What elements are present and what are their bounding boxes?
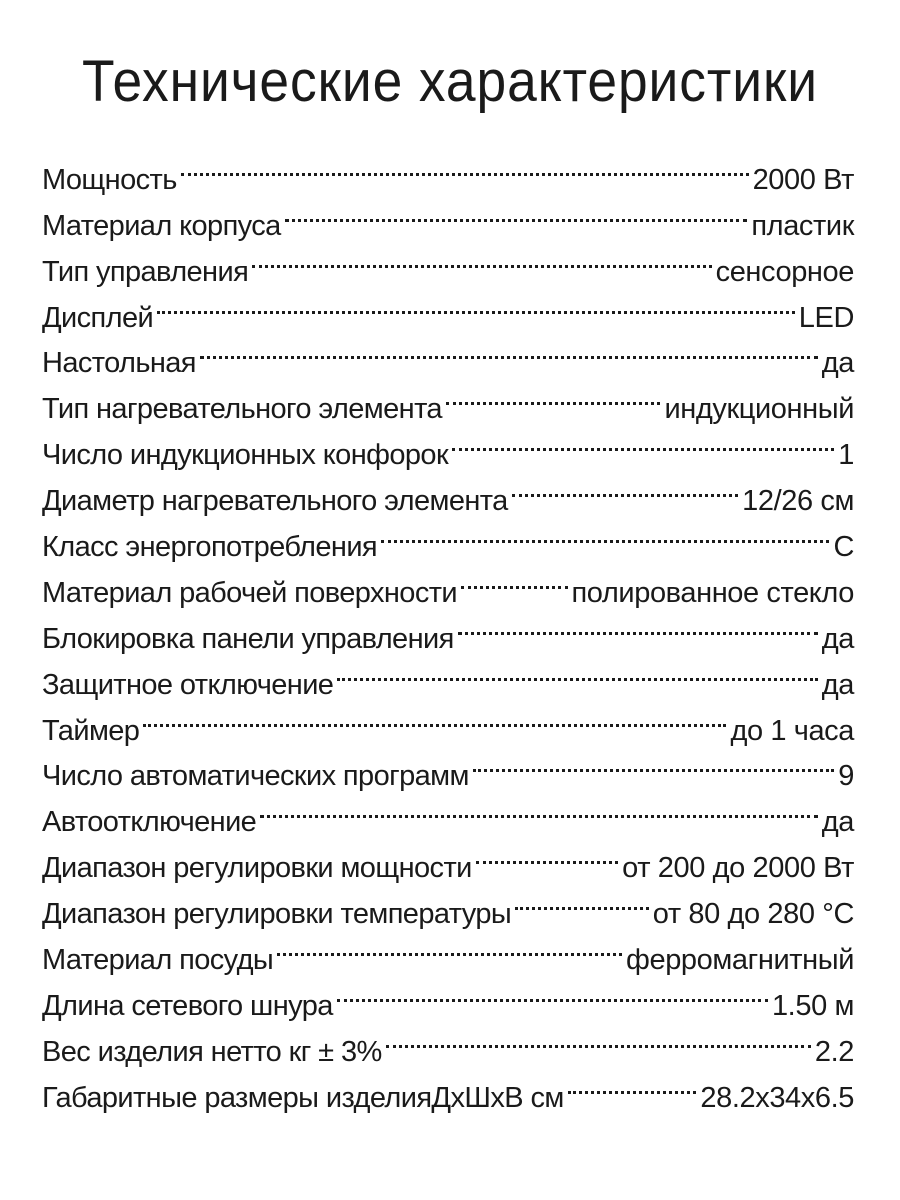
spec-value: пластик — [751, 209, 854, 242]
spec-value: полированное стекло — [571, 576, 854, 609]
dot-leader — [157, 281, 795, 327]
spec-value: ферромагнитный — [626, 944, 854, 977]
dot-leader — [452, 418, 834, 464]
spec-value: 2.2 — [814, 1035, 854, 1068]
spec-value: от 200 до 2000 Вт — [622, 852, 854, 885]
spec-value: до 1 часа — [730, 714, 854, 747]
spec-value: 1.50 м — [771, 989, 854, 1022]
spec-value: да — [821, 668, 854, 701]
spec-label: Таймер — [42, 714, 140, 747]
spec-row — [42, 327, 854, 380]
spec-label: Мощность — [42, 163, 177, 196]
page-title: Технические характеристики — [82, 49, 818, 114]
spec-label: Материал рабочей поверхности — [42, 576, 458, 609]
spec-label: Материал корпуса — [42, 209, 281, 242]
spec-value: да — [821, 622, 854, 655]
spec-label: Настольная — [42, 347, 196, 380]
dot-leader — [568, 1061, 697, 1107]
spec-value: С — [833, 531, 854, 564]
dot-leader — [512, 464, 738, 510]
spec-value: индукционный — [664, 393, 854, 426]
spec-label: Защитное отключение — [42, 668, 334, 701]
dot-leader — [461, 556, 567, 602]
spec-label: Диапазон регулировки мощности — [42, 852, 472, 885]
dot-leader — [181, 143, 749, 189]
spec-label: Габаритные размеры изделияДхШхВ см — [42, 1081, 564, 1114]
spec-label: Вес изделия нетто кг ± 3% — [42, 1035, 382, 1068]
spec-value: 1 — [838, 439, 854, 472]
spec-label: Диапазон регулировки температуры — [42, 898, 512, 931]
dot-leader — [515, 877, 649, 923]
spec-row — [42, 281, 854, 334]
dot-leader — [473, 740, 834, 786]
spec-value: да — [821, 806, 854, 839]
spec-value: 2000 Вт — [752, 163, 854, 196]
spec-label: Блокировка панели управления — [42, 622, 454, 655]
spec-label: Класс энергопотребления — [42, 531, 378, 564]
dot-leader — [337, 969, 768, 1015]
dot-leader — [381, 510, 829, 556]
dot-leader — [260, 785, 818, 831]
dot-leader — [476, 831, 618, 877]
spec-label: Диаметр нагревательного элемента — [42, 485, 508, 518]
spec-label: Автоотключение — [42, 806, 257, 839]
spec-value: 12/26 см — [742, 485, 854, 518]
spec-value: да — [821, 347, 854, 380]
dot-leader — [386, 1015, 811, 1061]
dot-leader — [252, 235, 711, 281]
spec-row — [42, 740, 854, 793]
spec-label: Дисплей — [42, 301, 154, 334]
dot-leader — [458, 602, 818, 648]
spec-label: Длина сетевого шнура — [42, 989, 333, 1022]
spec-label: Тип нагревательного элемента — [42, 393, 442, 426]
dot-leader — [143, 694, 726, 740]
spec-label: Число автоматических программ — [42, 760, 469, 793]
spec-value: 28.2x34x6.5 — [700, 1081, 854, 1114]
spec-label: Число индукционных конфорок — [42, 439, 449, 472]
spec-value: сенсорное — [715, 255, 854, 288]
spec-value: 9 — [838, 760, 854, 793]
spec-row — [42, 694, 854, 747]
dot-leader — [337, 648, 817, 694]
dot-leader — [277, 923, 622, 969]
spec-label: Тип управления — [42, 255, 249, 288]
spec-value: LED — [798, 301, 854, 334]
spec-value: от 80 до 280 °С — [652, 898, 854, 931]
dot-leader — [285, 189, 748, 235]
dot-leader — [200, 327, 818, 373]
spec-row — [42, 143, 854, 196]
spec-list — [42, 143, 854, 1114]
spec-label: Материал посуды — [42, 944, 274, 977]
dot-leader — [446, 372, 661, 418]
